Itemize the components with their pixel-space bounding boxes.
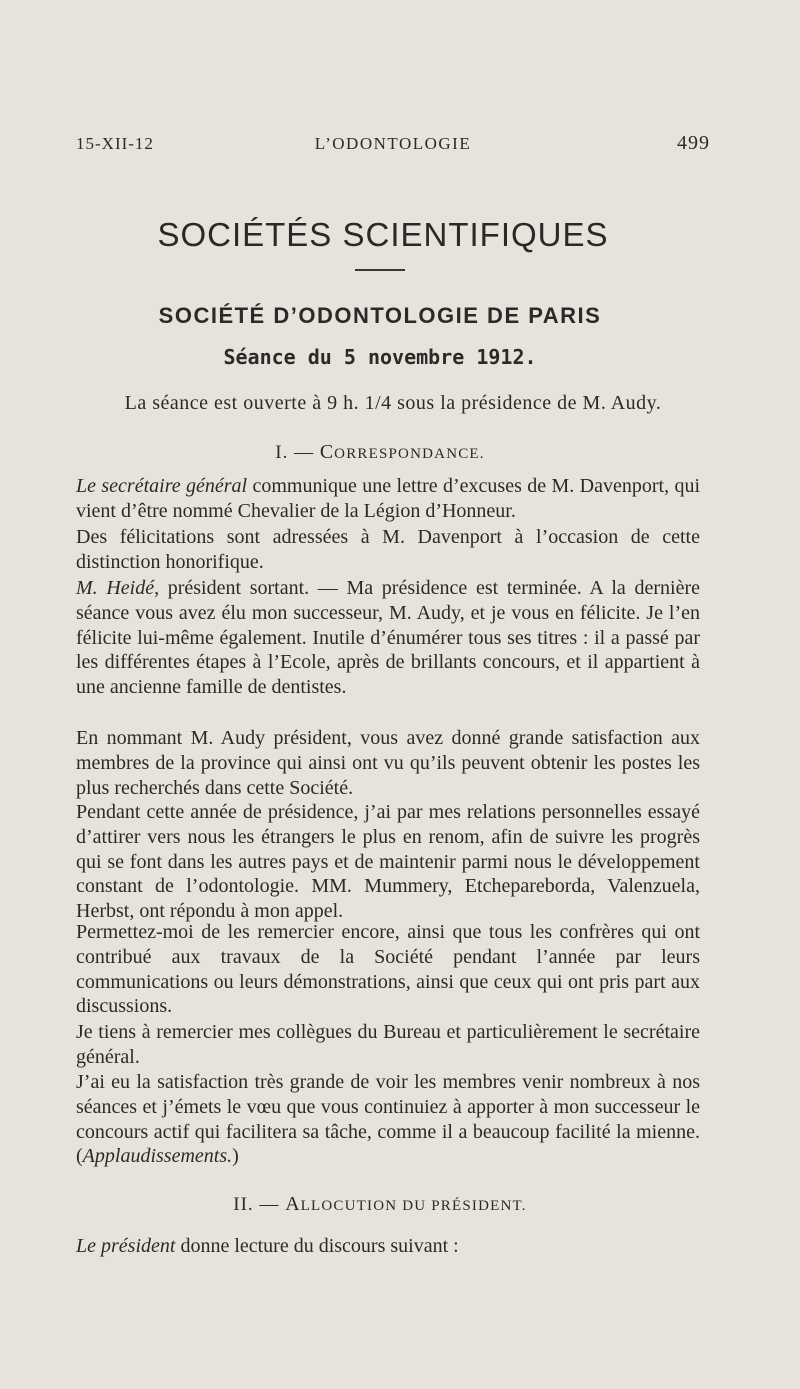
paragraph-6: Permettez-moi de les remercier encore, ainsi que tous les confrères qui ont contribué aux travaux de la Société pendant l’année par leurs communications ou leurs démonstrations, ainsi que ceux qui ont pris part aux discussions. bbox=[76, 921, 700, 1018]
header-date: 15-XII-12 bbox=[76, 134, 154, 153]
section-initial: A bbox=[285, 1193, 301, 1215]
header-journal: L’ODONTOLOGIE bbox=[314, 134, 472, 153]
title-divider bbox=[355, 269, 405, 271]
page-title: SOCIÉTÉS SCIENTIFIQUES bbox=[157, 216, 609, 253]
applause-note: Applaudissements. bbox=[82, 1145, 233, 1168]
society-heading: SOCIÉTÉ D’ODONTOLOGIE DE PARIS bbox=[158, 303, 602, 328]
section-heading-allocution bbox=[0, 1193, 760, 1216]
running-header bbox=[76, 134, 710, 158]
opening-line: La séance est ouverte à 9 h. 1/4 sous la présidence de M. Audy. bbox=[124, 392, 662, 414]
session-heading: Séance du 5 novembre 1912. bbox=[223, 345, 537, 369]
paragraph-3: M. Heidé, président sortant. — Ma présidence est terminée. A la dernière séance vous avez élu mon successeur, M. Audy, et je vous en félicite. Je l’en félicite lui-même également. Inutile d’énumérer tous ses titres : il a passé par les différentes étapes à l’Ecole, après de brillants concours, et il appartient à une ancienne famille de dentistes. bbox=[76, 577, 700, 699]
section-rest: LLOCUTION DU PRÉSIDENT. bbox=[300, 1198, 527, 1214]
section-number: II. — bbox=[233, 1194, 286, 1215]
paragraph-2: Des félicitations sont adressées à M. Davenport à l’occasion de cette distinction honorifique. bbox=[76, 526, 700, 573]
section-number: I. — bbox=[275, 442, 320, 463]
speaker-heide: M. Heidé bbox=[76, 577, 155, 599]
speaker-president: Le président bbox=[76, 1235, 176, 1257]
section-initial: C bbox=[319, 441, 335, 463]
paragraph-7: Je tiens à remercier mes collègues du Bureau et particulièrement le secrétaire général. bbox=[76, 1021, 700, 1068]
section-rest: ORRESPONDANCE. bbox=[334, 446, 485, 462]
speaker-secretaire: Le secrétaire général bbox=[76, 475, 248, 497]
paragraph-4: En nommant M. Audy président, vous avez donné grande satisfaction aux membres de la province qui ainsi ont vu qu’ils peuvent obtenir les postes les plus recherchés dans cette Société. bbox=[76, 727, 700, 799]
page-number: 499 bbox=[677, 132, 710, 154]
section-heading-correspondance bbox=[0, 441, 760, 464]
paragraph-1: Le secrétaire général communique une lettre d’excuses de M. Davenport, qui vient d’être nommé Chevalier de la Légion d’Honneur. bbox=[76, 475, 701, 522]
paragraph-8: J’ai eu la satisfaction très grande de voir les membres venir nombreux à nos séances et j’émets le vœu que vous continuiez à apporter à mon successeur le concours actif qui facilitera sa tâche, comme il a beaucoup facilité la mienne. (Applaudissements.) bbox=[76, 1071, 700, 1168]
paragraph-5: Pendant cette année de présidence, j’ai par mes relations personnelles essayé d’attirer vers nous les étrangers le plus en renom, afin de suivre les progrès qui se font dans les autres pays et de maintenir parmi nous le développement constant de l’odontologie. MM. Mummery, Etchepareborda, Valenzuela, Herbst, ont répondu à mon appel. bbox=[76, 801, 700, 923]
closing-line: Le président donne lecture du discours suivant : bbox=[76, 1235, 459, 1257]
